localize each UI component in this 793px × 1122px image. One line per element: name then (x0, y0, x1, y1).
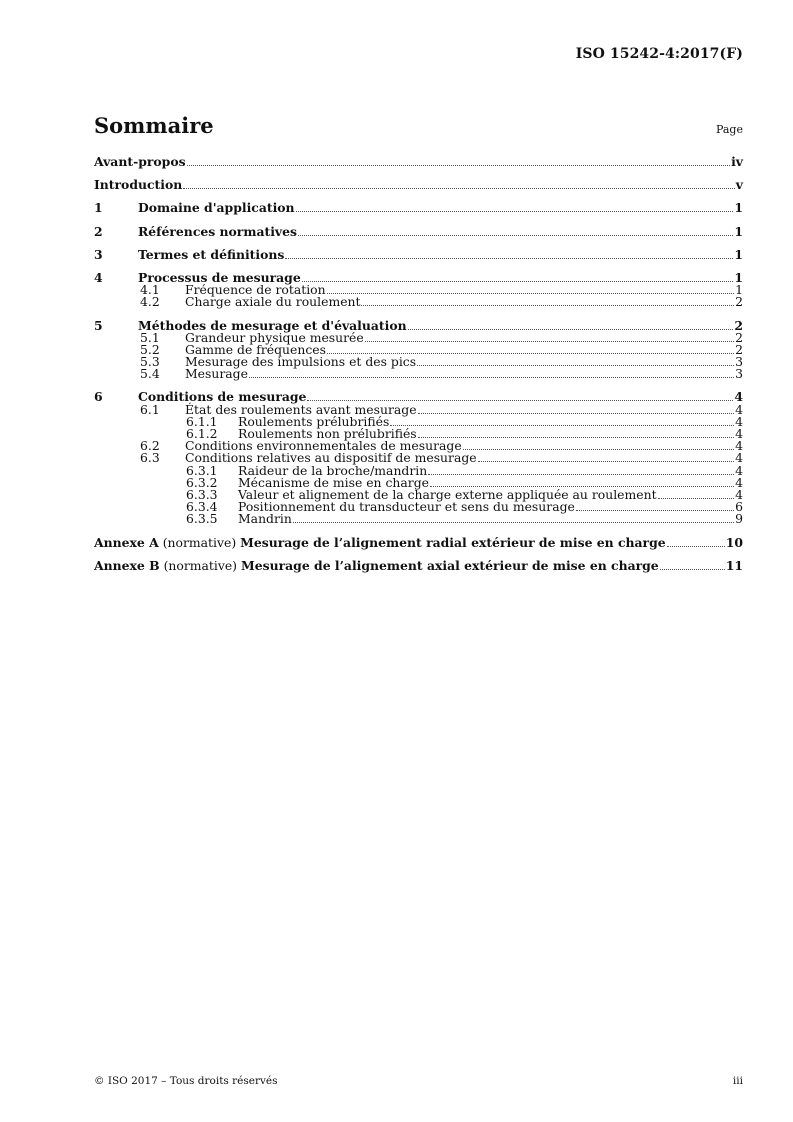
leader-dots (298, 235, 733, 236)
toc-entry-page: 4 (735, 462, 743, 478)
toc-entry-number: 1 (94, 200, 103, 216)
toc-entry-page: 1 (734, 200, 743, 216)
footer-page-number: iii (732, 1075, 743, 1087)
toc-entry-label: Raideur de la broche/mandrin (238, 462, 428, 478)
annex-kind: (normative) (163, 557, 238, 573)
leader-dots (418, 413, 735, 414)
leader-dots (365, 341, 734, 342)
toc-entry-number: 5 (94, 317, 103, 333)
toc-entry-label: Roulements non prélubrifiés (238, 426, 417, 441)
toc-entry-page: 2 (734, 317, 743, 333)
toc-entry-page: 9 (735, 511, 743, 527)
toc-entry-page: 4 (735, 426, 743, 441)
toc-entry-label: Fréquence de rotation (185, 282, 326, 298)
page-column-label: Page (715, 123, 743, 136)
leader-dots (428, 474, 734, 475)
toc-entry-label: Gamme de fréquences (185, 341, 326, 357)
toc-entry-label: Termes et définitions (138, 246, 285, 262)
toc-entry-number: 6.1.2 (186, 426, 218, 441)
leader-dots (418, 437, 734, 438)
toc-entry-number: 5.3 (140, 354, 160, 370)
toc-entry-section-1[interactable] (94, 202, 743, 214)
leader-dots (361, 305, 734, 306)
toc-entry-label: Conditions environnementales de mesurage (185, 438, 462, 454)
toc-entry-label: Mécanisme de mise en charge (238, 474, 429, 490)
toc-entry-label: Grandeur physique mesurée (185, 329, 364, 345)
toc-entry-annexe-a[interactable] (94, 534, 743, 550)
leader-dots (658, 498, 735, 499)
toc-entry-avant-propos[interactable] (94, 156, 743, 168)
toc-entry-page: v (735, 177, 743, 193)
toc-entry-page: iv (731, 154, 743, 169)
toc-entry-number: 4.2 (140, 294, 160, 310)
leader-dots (478, 461, 734, 462)
toc-entry-label: Charge axiale du roulement (185, 294, 361, 310)
toc-entry-page: 4 (735, 401, 743, 417)
toc-entry-number: 6.3.4 (186, 499, 218, 515)
leader-dots (285, 258, 733, 259)
toc-entry-page: 6 (735, 499, 743, 515)
toc-entry-number: 3 (94, 246, 103, 262)
toc-entry-number: 6.3.2 (186, 474, 218, 490)
leader-dots (390, 425, 734, 426)
leader-dots (417, 365, 734, 366)
toc-entry-page: 1 (734, 269, 743, 285)
leader-dots (249, 377, 734, 378)
toc-entry-page: 10 (725, 534, 743, 550)
annex-kind: (normative) (162, 534, 237, 550)
annex-prefix: Annexe B (94, 557, 160, 573)
toc-entry-page: 4 (735, 474, 743, 490)
toc-entry-label: Méthodes de mesurage et d'évaluation (138, 317, 407, 333)
toc-entry-label: Mesurage de l’alignement axial extérieur de mise en charge (241, 557, 659, 573)
toc-entry-label: Mandrin (238, 511, 292, 527)
toc-entry-section-5-4[interactable] (94, 368, 743, 380)
toc-entry-label: État des roulements avant mesurage (185, 401, 417, 417)
toc-entry-section-6-3-5[interactable] (94, 513, 743, 525)
toc-entry-label: Introduction (94, 177, 183, 193)
toc-entry-number: 5.1 (140, 329, 160, 345)
toc-entry-page: 4 (734, 389, 743, 405)
toc-entry-label: Mesurage des impulsions et des pics (185, 354, 417, 370)
toc-entry-page: 2 (735, 294, 743, 310)
toc-entry-number: 5.2 (140, 341, 160, 357)
toc-entry-label: Domaine d'application (138, 200, 295, 216)
toc-entry-number: 6.3.1 (186, 462, 218, 478)
leader-dots (667, 546, 725, 547)
toc-entry-number: 6.3 (140, 450, 160, 466)
toc-entry-section-4-2[interactable] (94, 296, 743, 308)
toc-entry-page: 4 (735, 486, 743, 502)
toc-entry-page: 2 (735, 341, 743, 357)
leader-dots (327, 293, 734, 294)
leader-dots (576, 510, 734, 511)
toc-entry-page: 4 (735, 438, 743, 454)
toc-entry-label: Conditions relatives au dispositif de mesurage (185, 450, 477, 466)
toc-entry-page: 1 (734, 246, 743, 262)
toc-entry-page: 2 (735, 329, 743, 345)
toc-entry-label: Mesurage (185, 366, 248, 382)
toc-entry-label: Valeur et alignement de la charge externe appliquée au roulement (238, 486, 657, 502)
leader-dots (463, 449, 734, 450)
toc-entry-number: 4.1 (140, 282, 160, 298)
toc-entry-label: Processus de mesurage (138, 269, 301, 285)
toc-entry-page: 11 (725, 557, 743, 573)
toc-entry-page: 1 (735, 282, 743, 298)
toc-entry-number: 4 (94, 269, 103, 285)
toc-entry-number: 6.3.5 (186, 511, 218, 527)
footer-copyright: © ISO 2017 – Tous droits réservés (94, 1075, 278, 1087)
toc-entry-number: 6.3.3 (186, 486, 218, 502)
toc-entry-number: 5.4 (140, 366, 160, 382)
toc-entry-label: Roulements prélubrifiés (238, 413, 390, 429)
leader-dots (293, 522, 734, 523)
toc-entry-label: Avant-propos (94, 154, 186, 169)
toc-entry-number: 6.1 (140, 401, 160, 417)
leader-dots (183, 188, 735, 189)
leader-dots (187, 165, 731, 166)
toc-entry-label: Positionnement du transducteur et sens du mesurage (238, 499, 575, 515)
toc-entry-number: 6.2 (140, 438, 160, 454)
toc-entry-introduction[interactable] (94, 179, 743, 191)
table-of-contents (94, 156, 743, 572)
toc-entry-label: Références normatives (138, 223, 297, 239)
toc-title-row (94, 113, 743, 138)
toc-entry-page: 1 (734, 223, 743, 239)
leader-dots (408, 329, 734, 330)
toc-entry-page: 4 (735, 413, 743, 429)
toc-entry-label: Conditions de mesurage (138, 389, 307, 405)
toc-entry-number: 6.1.1 (186, 413, 218, 429)
toc-title: Sommaire (94, 113, 214, 138)
toc-entry-page: 4 (735, 450, 743, 466)
toc-entry-page: 3 (735, 366, 743, 382)
document-code: ISO 15242-4:2017(F) (575, 46, 743, 62)
toc-entry-annexe-b[interactable] (94, 557, 743, 573)
leader-dots (660, 569, 725, 570)
leader-dots (302, 281, 734, 282)
toc-entry-number: 2 (94, 223, 103, 239)
annex-prefix: Annexe A (94, 534, 159, 550)
toc-entry-page: 3 (735, 354, 743, 370)
toc-entry-section-2[interactable] (94, 223, 743, 239)
toc-entry-label: Mesurage de l’alignement radial extérieur de mise en charge (240, 534, 666, 550)
toc-entry-number: 6 (94, 389, 103, 405)
leader-dots (296, 211, 734, 212)
toc-entry-section-3[interactable] (94, 246, 743, 262)
